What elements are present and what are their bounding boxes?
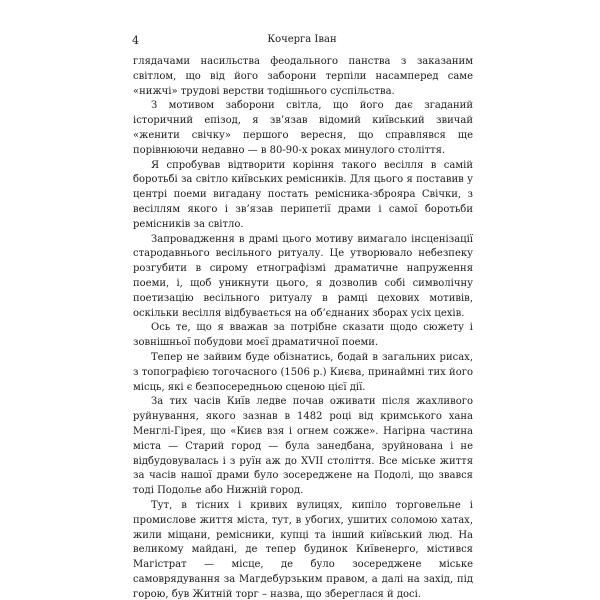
paragraph-continued: глядачами насильства феодального панства з заказаним світлом, що від його заборони терпіли насамперед саме «нижчі» трудові верстви тодішнього суспільства. bbox=[133, 56, 473, 97]
page-number: 4 bbox=[132, 34, 139, 47]
paragraph: Ось те, що я вважав за потрібне сказати щодо сюжету і зовнішньої побудови моєї драматичної поеми. bbox=[133, 322, 473, 349]
running-title: Кочерга Іван bbox=[267, 34, 337, 45]
paragraph: Тут, в тісних і кривих вулицях, кипіло торговельне і промислове життя міста, тут, в убогих, ушитих соломою хатах, жили міщани, ремісники, купці та інший київський люд. На великому майдані, де тепер будинок Київенерго, містився Магістрат — місце, де було зосереджене міське самоврядування за Магдебурзьким правом, а далі на захід, під горою, був Житній торг – назва, що збереглася й досі. bbox=[133, 499, 473, 600]
paragraph: Тепер не зайвим буде обізнатись, бодай в загальних рисах, з топографією тогочасного (1506 р.) Києва, принаймні тих його місць, які є безпосередньою сценою цієї дії. bbox=[133, 351, 473, 393]
page-header bbox=[132, 34, 472, 50]
paragraph: З мотивом заборони світла, що його дає згаданий історичний епізод, я зв’язав відомий київський звичай «женити свічку» першого вересня, що справлявся ще порівнюючи недавно — в 80-90-х роках минулого століття. bbox=[133, 100, 473, 156]
paragraph: Я спробував відтворити коріння такого весілля в самій боротьбі за світло київських ремісників. Для цього я поставив у центрі поеми вигадану постать ремісника-зброяра Свічки, з весіллям якого і зв’язав перипетії драми і самої боротьби ремісників за світло. bbox=[133, 159, 473, 230]
page-body bbox=[133, 55, 473, 600]
paragraph: За тих часів Київ ледве почав оживати після жахливого руйнування, якого зазнав в 1482 році від кримського хана Менглі-Гірея, що «Києв взя і огнем сожже». Нагірна частина міста — Старий город — була занедбана, зруйнована і не відбудовувалась і з руїн аж до XVII століття. Все міське життя за часів нашої драми було зосереджене на Подолі, що звався тоді Подолье або Нижній город. bbox=[133, 396, 473, 497]
paragraph: Запровадження в драмі цього мотиву вимагало інсценізації стародавнього весільного ритуалу. Це утворювало небезпеку розгубити в сирому етнографізмі драматичне напруження поеми, і, щоб уникнути цього, я дозволив собі символічну поетизацію весільного ритуалу в рамці цехових мотивів, оскільки весілля відбувається на об’єднаних зборах усіх цехів. bbox=[133, 233, 473, 319]
